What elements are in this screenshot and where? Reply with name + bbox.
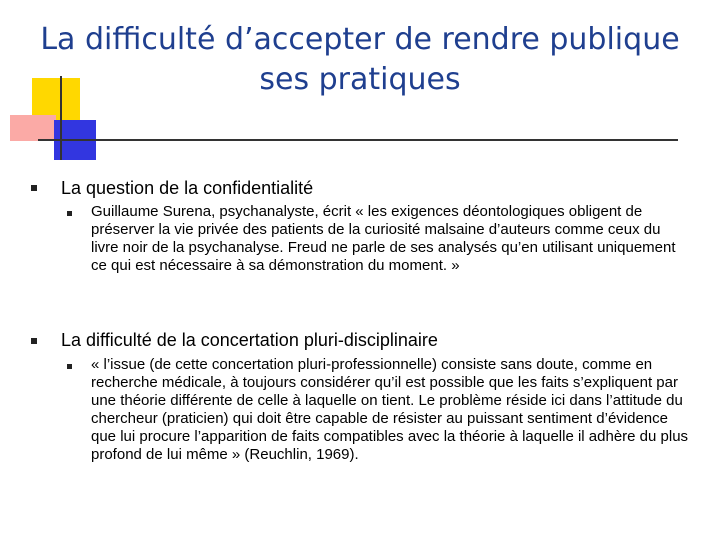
- decorative-red-square: [10, 115, 56, 141]
- bullet-icon: [31, 338, 37, 344]
- slide-title: La difficulté d’accepter de rendre publique ses pratiques: [40, 22, 680, 97]
- title-divider-line: [38, 139, 678, 141]
- sub-bullet-icon: [67, 211, 72, 216]
- sub-bullet-quote-reuchlin: « l’issue (de cette concertation pluri-professionnelle) consiste sans doute, comme en recherche médicale, à toujours considérer qu’il est possible que les faits s’expliquent par une théorie différente de celle à laquelle on tient. Le problème réside ici dans l’attitude du chercheur (praticien) qui doit être capable de résister au puissant sentiment d’évidence que lui procure l’apparition de faits compatibles avec la théorie à laquelle il adhère du plus profond de lui même » (Reuchlin, 1969).: [91, 356, 689, 463]
- sub-bullet-icon: [67, 364, 72, 369]
- bullet-item-confidentiality: La question de la confidentialité: [61, 178, 314, 198]
- bullet-icon: [31, 185, 37, 191]
- sub-bullet-quote-surena: Guillaume Surena, psychanalyste, écrit « les exigences déontologiques obligent de préserver la vie privée des patients de la curiosité malsaine d’auteurs comme ceux du livre noir de la psychanalyse. Freud ne parle de ses analysés qu’en utilisant uniquement ce qui est nécessaire à sa démonstration du moment. »: [91, 203, 676, 274]
- bullet-item-concertation: La difficulté de la concertation pluri-disciplinaire: [61, 330, 438, 350]
